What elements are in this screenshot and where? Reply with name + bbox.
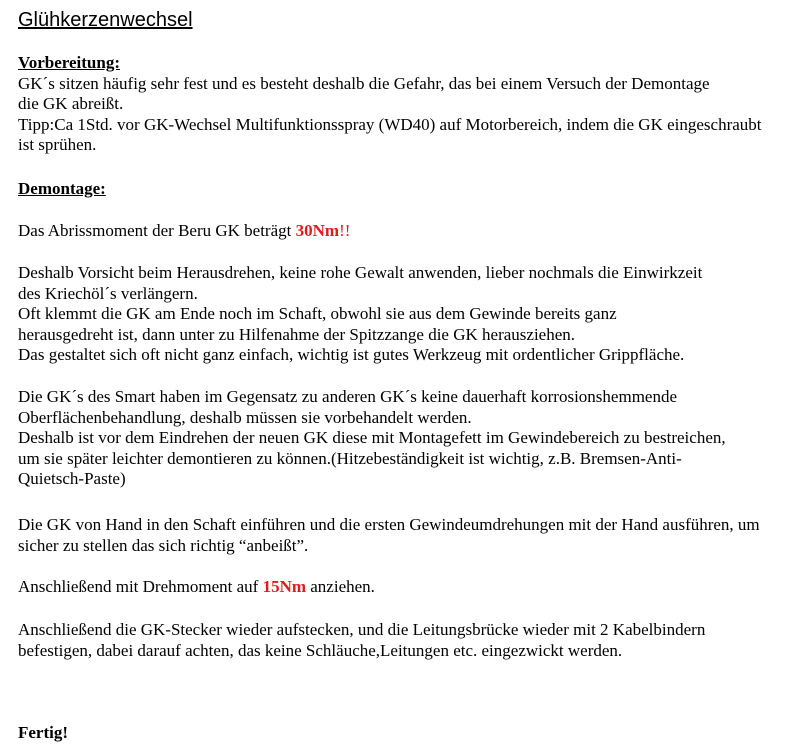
vorbereitung-section [18, 53, 776, 156]
abrissmoment-text: Das Abrissmoment der Beru GK beträgt [18, 221, 296, 240]
demontage-heading-block [18, 179, 776, 200]
montagefett-text: Deshalb ist vor dem Eindrehen der neuen GK diese mit Montagefett im Gewindebereich zu bestreichen, um sie später leichter demontieren zu können.(Hitzebeständigkeit ist wichtig, z.B. Bremsen-Anti-Quietsch-Paste) [18, 428, 726, 488]
anziehen-text: Anschließend mit Drehmoment auf [18, 577, 263, 596]
vorsicht-text: Deshalb Vorsicht beim Herausdrehen, keine rohe Gewalt anwenden, lieber nochmals die Einwirkzeit des Kriechöl´s verlängern. [18, 263, 703, 303]
smart-text: Die GK´s des Smart haben im Gegensatz zu anderen GK´s keine dauerhaft korrosionshemmende Oberflächenbehandlung, deshalb müssen sie vorbehandelt werden. [18, 387, 678, 427]
abrissmoment-value: 30Nm [295, 221, 340, 240]
anziehen-value: 15Nm [262, 577, 307, 596]
abrissmoment-line [18, 221, 776, 242]
hand-block [18, 515, 768, 556]
vorbereitung-text: GK´s sitzen häufig sehr fest und es besteht deshalb die Gefahr, das bei einem Versuch der Demontage die GK abreißt. [18, 73, 710, 113]
vorsicht-block [18, 263, 718, 366]
vorbereitung-heading: Vorbereitung: [18, 53, 120, 72]
document-title: Glühkerzenwechsel [18, 9, 193, 31]
anziehen-line [18, 577, 776, 598]
vorbereitung-tipp: Tipp:Ca 1Std. vor GK-Wechsel Multifunktionsspray (WD40) auf Motorbereich, indem die GK eingeschraubt ist sprühen. [18, 114, 762, 154]
fertig-text: Fertig! [18, 723, 69, 742]
stecker-block [18, 620, 763, 661]
stecker-text: Anschließend die GK-Stecker wieder aufstecken, und die Leitungsbrücke wieder mit 2 Kabelbindern befestigen, dabei darauf achten, das keine Schläuche,Leitungen etc. eingezwickt werden. [18, 620, 706, 660]
anziehen-suffix: anziehen. [306, 577, 375, 596]
abrissmoment-exclaim: !! [339, 221, 351, 240]
werkzeug-text: Das gestaltet sich oft nicht ganz einfach, wichtig ist gutes Werkzeug mit ordentlicher Grippfläche. [18, 345, 685, 364]
smart-block [18, 387, 768, 490]
demontage-heading: Demontage: [18, 179, 106, 198]
hand-text: Die GK von Hand in den Schaft einführen und die ersten Gewindeumdrehungen mit der Hand ausführen, um sicher zu stellen das sich richtig “anbeißt”. [18, 515, 760, 555]
klemmt-text: Oft klemmt die GK am Ende noch im Schaft, obwohl sie aus dem Gewinde bereits ganz herausgedreht ist, dann unter zu Hilfenahme der Spitzzange die GK herausziehen. [18, 304, 617, 344]
